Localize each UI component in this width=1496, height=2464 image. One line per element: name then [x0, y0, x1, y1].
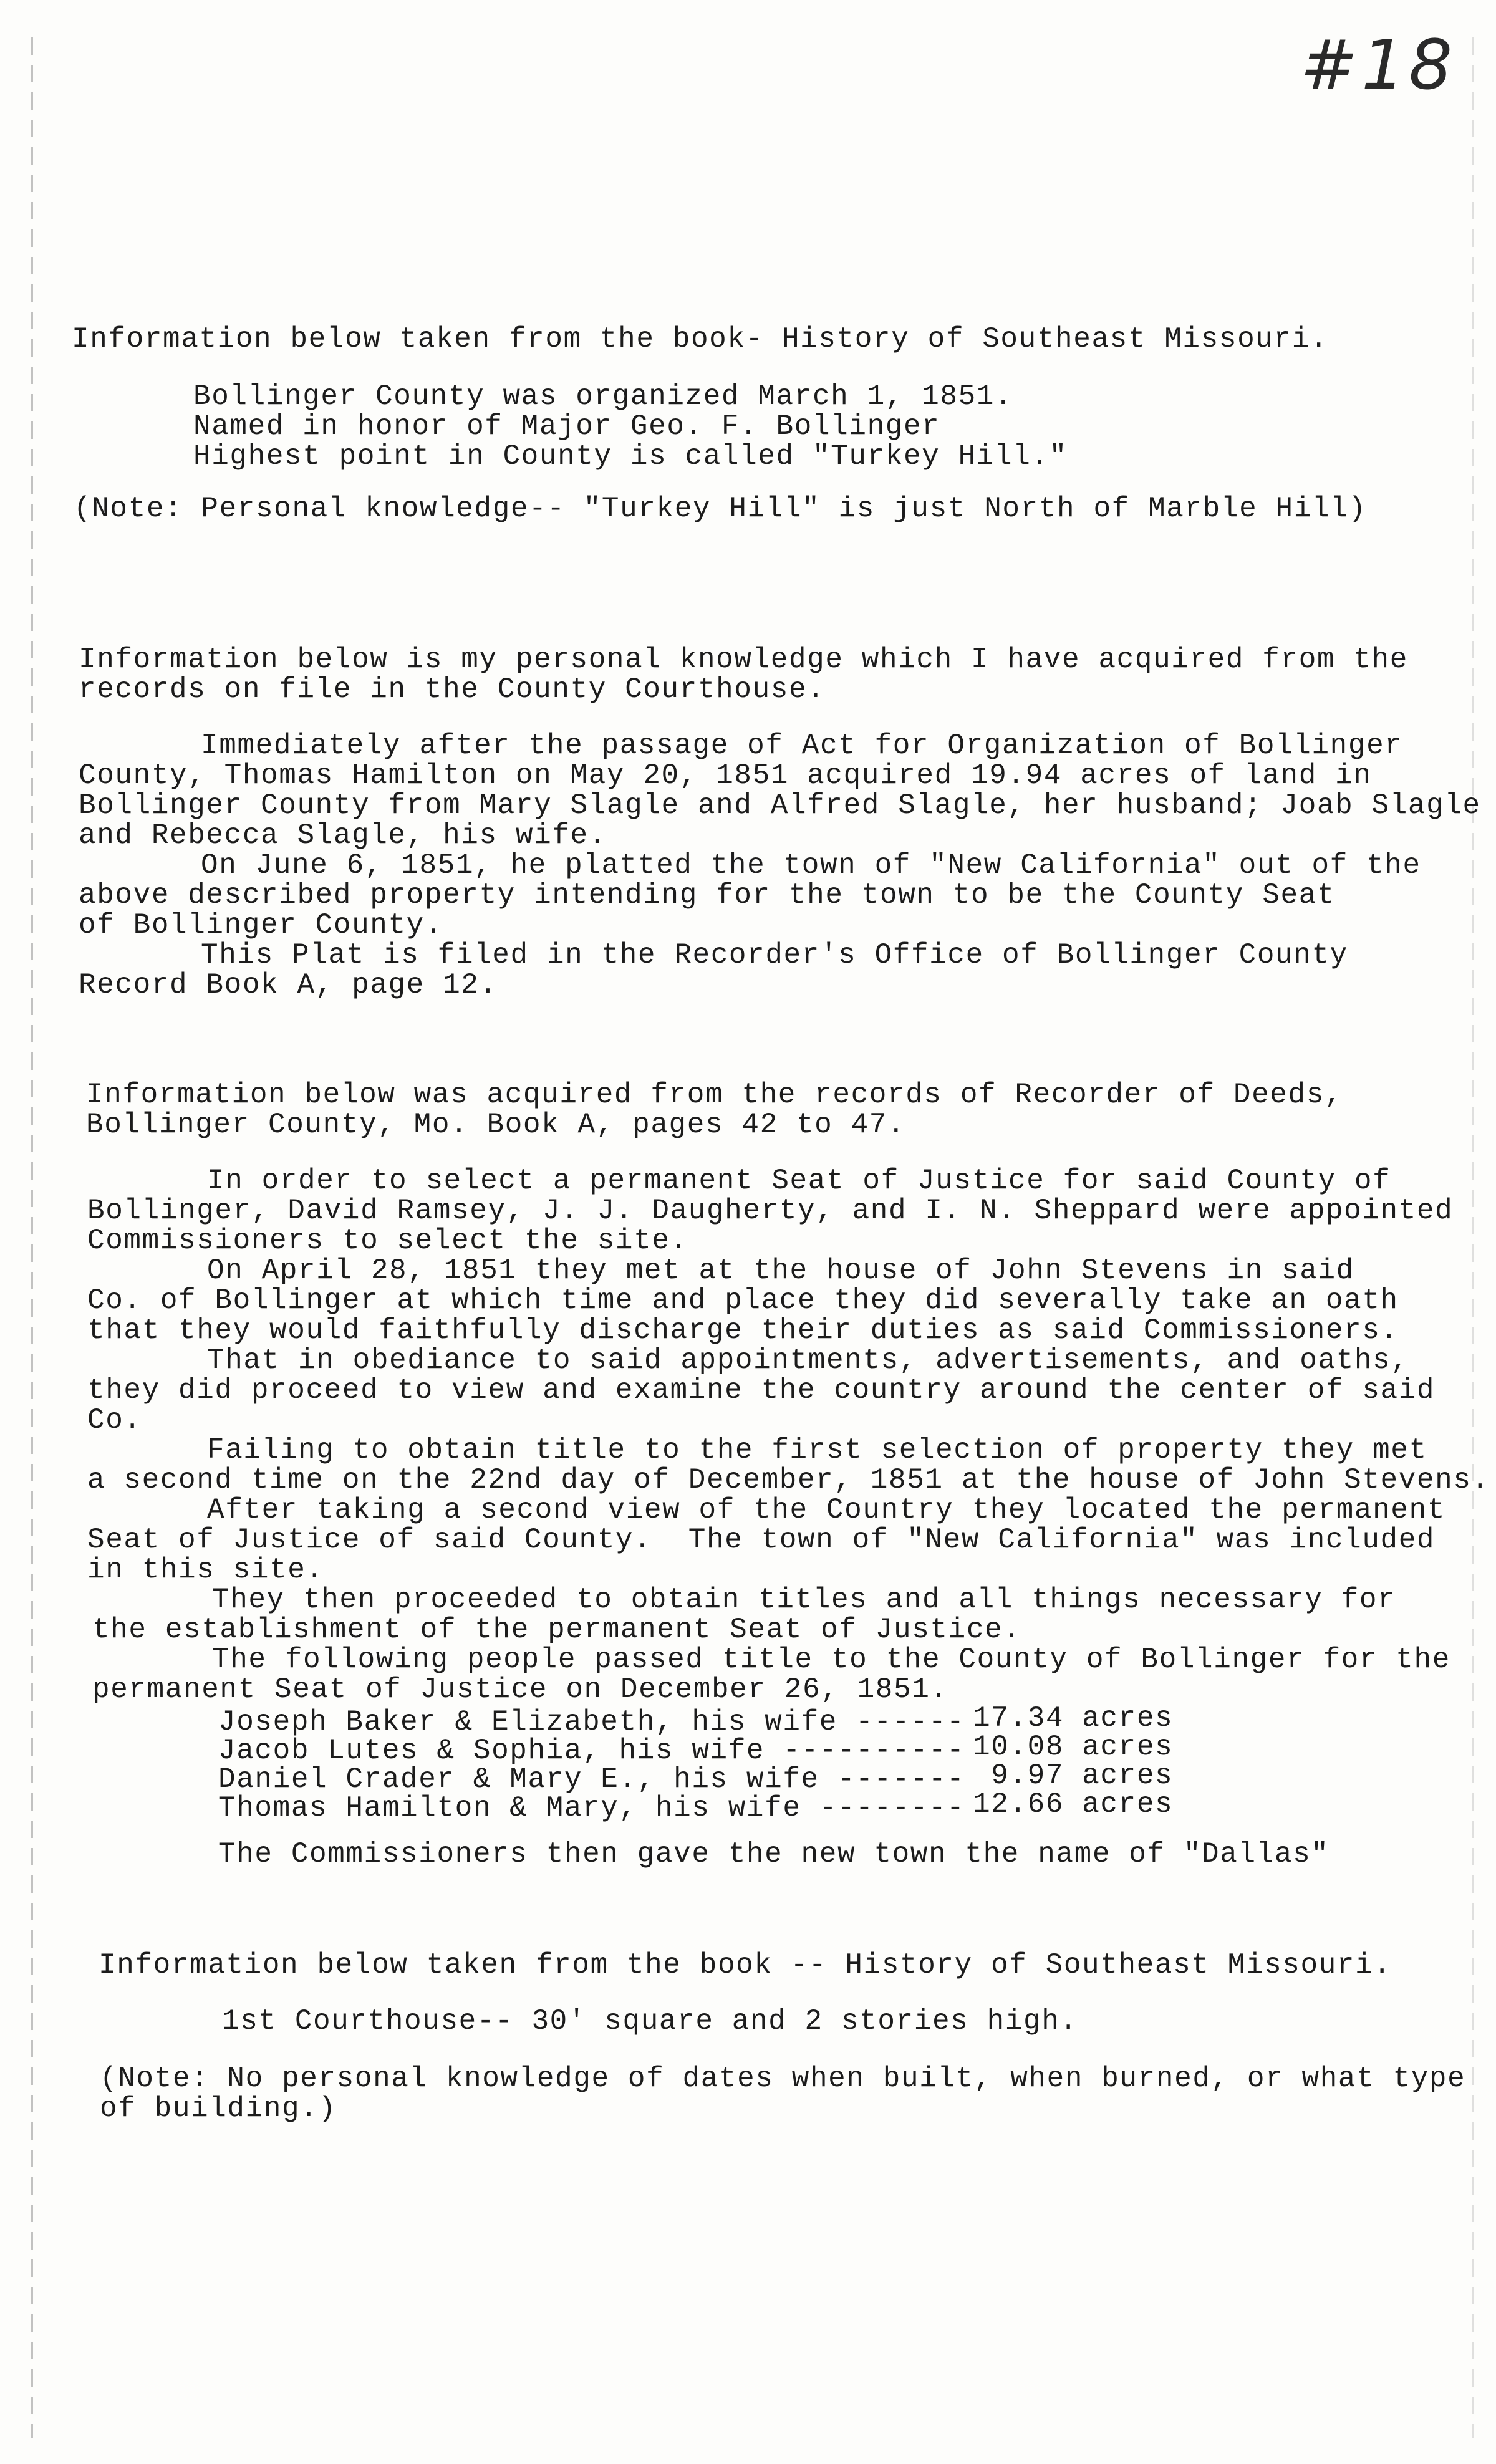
section3-paragraph-line: In order to select a permanent Seat of Justice for said County of	[207, 1165, 1391, 1197]
section3-heading: Bollinger County, Mo. Book A, pages 42 to 47.	[86, 1109, 906, 1141]
section3-paragraph-line: The following people passed title to the County of Bollinger for the	[212, 1643, 1450, 1676]
section1-fact: Bollinger County was organized March 1, 1851.	[193, 380, 1013, 413]
section1-note: (Note: Personal knowledge-- "Turkey Hill" is just North of Marble Hill)	[74, 493, 1367, 525]
section2-paragraph-line: Bollinger County from Mary Slagle and Alfred Slagle, her husband; Joab Slagle	[79, 789, 1481, 822]
section3-closing: The Commissioners then gave the new town the name of "Dallas"	[218, 1838, 1330, 1870]
section2-heading: records on file in the County Courthouse.	[79, 673, 826, 706]
section2-heading: Information below is my personal knowledge which I have acquired from the	[79, 643, 1408, 676]
section4-note: of building.)	[100, 2092, 337, 2125]
section2-paragraph-line: This Plat is filed in the Recorder's Office of Bollinger County	[201, 939, 1348, 971]
page-edge-line-right	[1472, 37, 1474, 2438]
section3-paragraph-line: They then proceeded to obtain titles and all things necessary for	[212, 1584, 1396, 1616]
section1-fact: Named in honor of Major Geo. F. Bollinger	[193, 410, 940, 443]
section2-paragraph-line: County, Thomas Hamilton on May 20, 1851 acquired 19.94 acres of land in	[79, 759, 1372, 792]
section3-paragraph-line: Bollinger, David Ramsey, J. J. Daugherty, and I. N. Sheppard were appointed	[87, 1195, 1454, 1227]
section3-paragraph-line: the establishment of the permanent Seat of Justice.	[92, 1614, 1021, 1646]
section3-heading: Information below was acquired from the records of Recorder of Deeds,	[86, 1079, 1343, 1111]
land-record-names: Daniel Crader & Mary E., his wife -------	[218, 1763, 965, 1796]
section3-paragraph-line: they did proceed to view and examine the country around the center of said	[87, 1374, 1436, 1407]
page-number: #18	[1300, 25, 1457, 105]
section3-paragraph-line: Co. of Bollinger at which time and place they did severally take an oath	[87, 1284, 1399, 1317]
section3-paragraph-line: After taking a second view of the Country they located the permanent	[207, 1494, 1445, 1526]
land-record-acres: 10.08 acres	[973, 1731, 1174, 1763]
section3-paragraph-line: On April 28, 1851 they met at the house of John Stevens in said	[207, 1254, 1354, 1287]
section3-paragraph-line: a second time on the 22nd day of December, 1851 at the house of John Stevens.	[87, 1464, 1490, 1496]
section4-heading: Information below taken from the book -- History of Southeast Missouri.	[99, 1949, 1392, 1981]
section1-fact: Highest point in County is called "Turkey Hill."	[193, 440, 1068, 473]
land-record-acres: 12.66 acres	[973, 1788, 1174, 1821]
land-record-acres: 9.97 acres	[973, 1759, 1174, 1792]
section3-paragraph-line: permanent Seat of Justice on December 26, 1851.	[92, 1673, 948, 1706]
section2-paragraph-line: and Rebecca Slagle, his wife.	[79, 819, 607, 852]
section3-paragraph-line: Seat of Justice of said County. The town of "New California" was included	[87, 1524, 1436, 1556]
section3-paragraph-line: That in obediance to said appointments, advertisements, and oaths,	[207, 1344, 1409, 1377]
section2-paragraph-line: Record Book A, page 12.	[79, 969, 498, 1001]
section2-paragraph-line: of Bollinger County.	[79, 909, 443, 941]
section1-heading: Information below taken from the book- History of Southeast Missouri.	[72, 323, 1329, 355]
section3-paragraph-line: in this site.	[87, 1554, 324, 1586]
land-record-acres: 17.34 acres	[973, 1702, 1174, 1735]
section3-paragraph-line: Failing to obtain title to the first selection of property they met	[207, 1434, 1427, 1466]
section2-paragraph-line: above described property intending for the town to be the County Seat	[79, 879, 1336, 912]
section3-paragraph-line: Commissioners to select the site.	[87, 1225, 688, 1257]
land-record-names: Jacob Lutes & Sophia, his wife ----------	[218, 1735, 965, 1767]
section3-paragraph-line: that they would faithfully discharge their duties as said Commissioners.	[87, 1314, 1399, 1347]
section2-paragraph-line: On June 6, 1851, he platted the town of "New California" out of the	[201, 849, 1421, 882]
section4-note: (Note: No personal knowledge of dates when built, when burned, or what type	[100, 2062, 1466, 2095]
section4-fact: 1st Courthouse-- 30' square and 2 stories high.	[222, 2005, 1078, 2038]
page-edge-line-left	[31, 37, 33, 2438]
land-record-names: Thomas Hamilton & Mary, his wife --------	[218, 1792, 965, 1824]
section3-paragraph-line: Co.	[87, 1404, 142, 1437]
section2-paragraph-line: Immediately after the passage of Act for Organization of Bollinger	[201, 729, 1403, 762]
land-record-names: Joseph Baker & Elizabeth, his wife ------	[218, 1706, 965, 1738]
